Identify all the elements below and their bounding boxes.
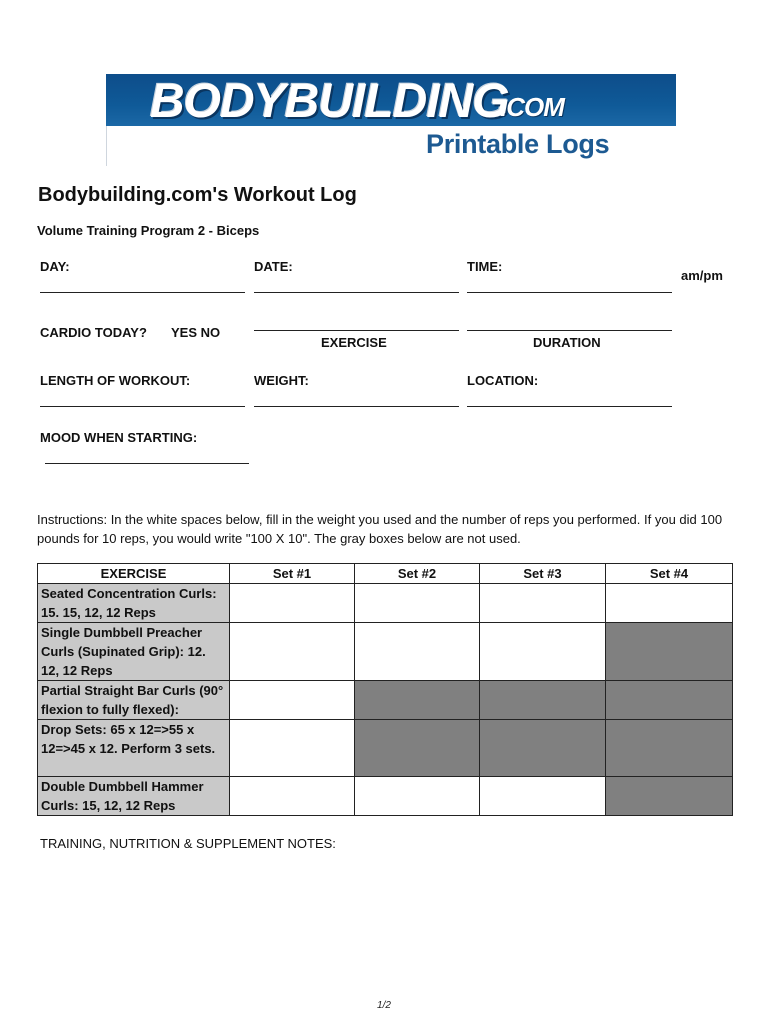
location-label: LOCATION: (467, 373, 539, 388)
set-input-cell[interactable] (606, 584, 733, 623)
header-banner (106, 74, 676, 166)
set-input-cell[interactable] (480, 584, 606, 623)
unused-set-cell (606, 623, 733, 681)
ampm-label: am/pm (681, 268, 723, 283)
set-input-cell[interactable] (480, 777, 606, 816)
day-label: DAY: (40, 259, 70, 274)
length-label: LENGTH OF WORKOUT: (40, 373, 191, 388)
brand-logo-suffix: .COM (500, 92, 564, 122)
set-input-cell[interactable] (230, 584, 355, 623)
set-input-cell[interactable] (355, 584, 480, 623)
set-input-cell[interactable] (230, 777, 355, 816)
location-field[interactable] (467, 406, 672, 407)
table-row (38, 777, 733, 816)
weight-field[interactable] (254, 406, 459, 407)
banner-tagline: Printable Logs (426, 129, 610, 159)
unused-set-cell (480, 681, 606, 720)
unused-set-cell (355, 681, 480, 720)
set-input-cell[interactable] (230, 720, 355, 777)
column-header-set-4: Set #4 (606, 564, 733, 584)
cardio-exercise-label: EXERCISE (321, 335, 387, 350)
set-input-cell[interactable] (230, 681, 355, 720)
cardio-yes-no[interactable]: YES NO (171, 325, 221, 340)
set-input-cell[interactable] (230, 623, 355, 681)
brand-logo-text: BODYBUILDING (150, 75, 509, 126)
length-field[interactable] (40, 406, 245, 407)
column-header-set-2: Set #2 (355, 564, 480, 584)
exercise-cell: Single Dumbbell Preacher Curls (Supinated Grip): 12. 12, 12 Reps (38, 623, 230, 681)
exercise-cell: Partial Straight Bar Curls (90° flexion to fully flexed): (38, 681, 230, 720)
cardio-exercise-field[interactable] (254, 330, 459, 331)
exercise-cell: Drop Sets: 65 x 12=>55 x 12=>45 x 12. Perform 3 sets. (38, 720, 230, 777)
instructions-text: Instructions: In the white spaces below, fill in the weight you used and the number of reps you performed. If you did 100 pounds for 10 reps, you would write "100 X 10". The gray boxes below are not used. (37, 512, 723, 546)
cardio-duration-label: DURATION (533, 335, 601, 350)
column-header-set-1: Set #1 (230, 564, 355, 584)
cardio-label: CARDIO TODAY? (40, 325, 147, 340)
time-field[interactable] (467, 292, 672, 293)
time-label: TIME: (467, 259, 503, 274)
unused-set-cell (606, 681, 733, 720)
date-label: DATE: (254, 259, 293, 274)
set-input-cell[interactable] (355, 623, 480, 681)
weight-label: WEIGHT: (254, 373, 309, 388)
mood-field[interactable] (45, 463, 249, 464)
table-row (38, 681, 733, 720)
unused-set-cell (606, 777, 733, 816)
banner-divider (106, 126, 107, 166)
workout-log-table (37, 563, 733, 816)
column-header-exercise: EXERCISE (38, 564, 230, 584)
notes-label: TRAINING, NUTRITION & SUPPLEMENT NOTES: (40, 836, 336, 851)
set-input-cell[interactable] (480, 623, 606, 681)
unused-set-cell (606, 720, 733, 777)
set-input-cell[interactable] (355, 777, 480, 816)
table-row (38, 623, 733, 681)
table-header-row (38, 564, 733, 584)
column-header-set-3: Set #3 (480, 564, 606, 584)
mood-label: MOOD WHEN STARTING: (40, 430, 198, 445)
date-field[interactable] (254, 292, 459, 293)
banner-blue-band (106, 74, 676, 126)
table-row (38, 584, 733, 623)
unused-set-cell (480, 720, 606, 777)
day-field[interactable] (40, 292, 245, 293)
page-number: 1/2 (377, 1000, 391, 1011)
exercise-cell: Seated Concentration Curls: 15. 15, 12, 12 Reps (38, 584, 230, 623)
exercise-cell: Double Dumbbell Hammer Curls: 15, 12, 12 Reps (38, 777, 230, 816)
cardio-duration-field[interactable] (467, 330, 672, 331)
table-row (38, 720, 733, 777)
unused-set-cell (355, 720, 480, 777)
page-title: Bodybuilding.com's Workout Log (38, 184, 357, 206)
page-subtitle: Volume Training Program 2 - Biceps (37, 223, 260, 238)
